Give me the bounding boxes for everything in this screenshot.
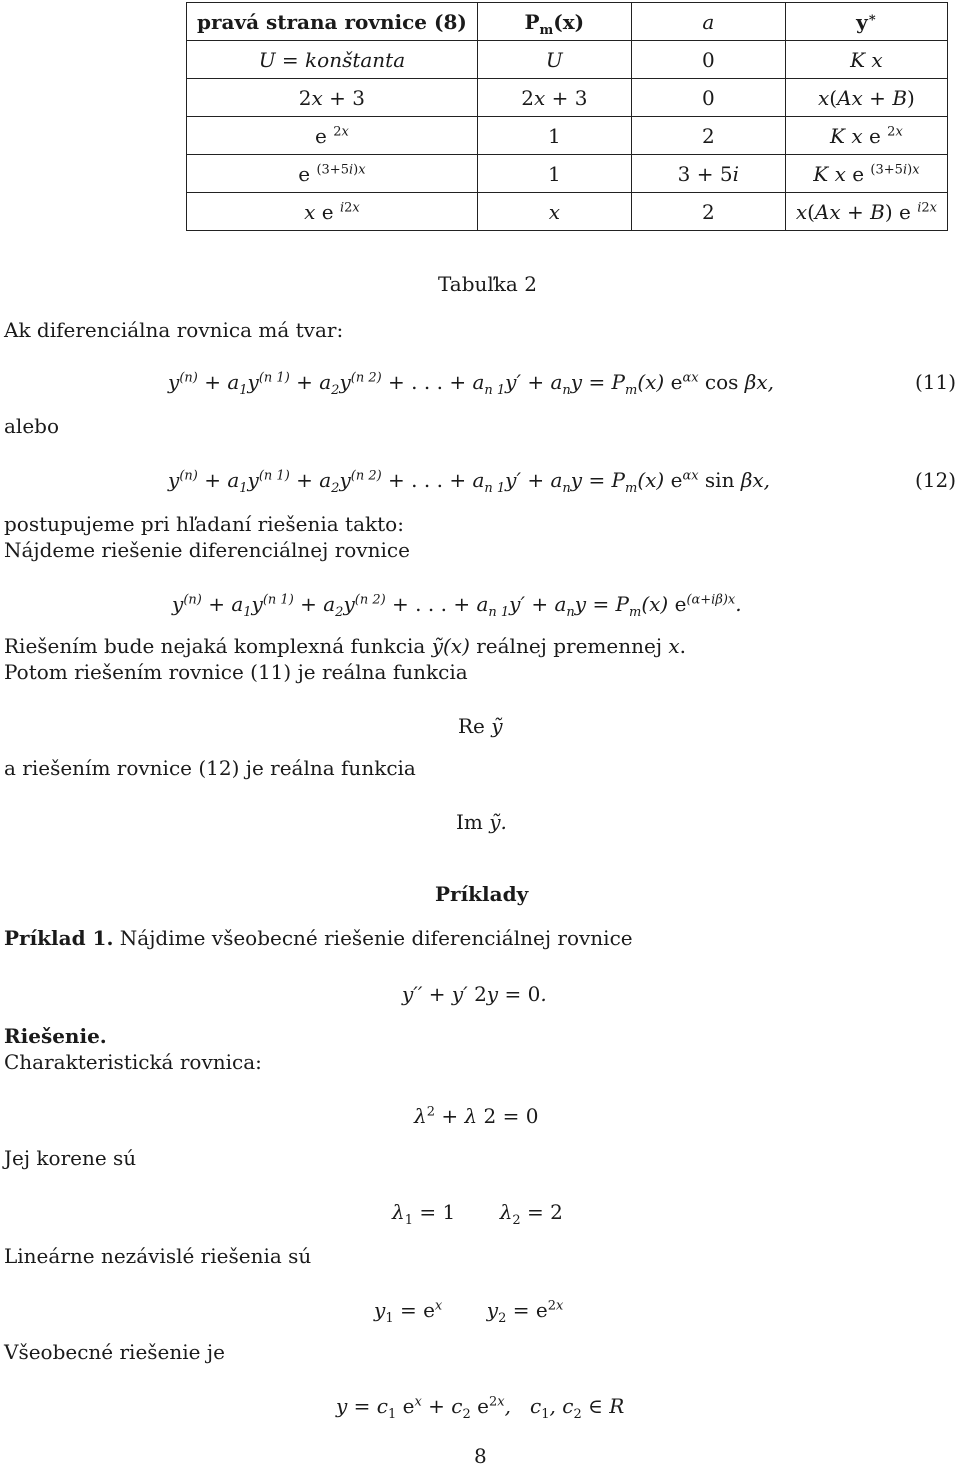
table-cell: e $^{(3+5i)x}$ xyxy=(187,155,478,193)
table-caption: Tabuľka 2 xyxy=(438,272,537,296)
equation-11: $y^{(n)} + a_1y^{(n 1)} + a_2y^{(n 2)}$ + . . . + $a_{n 1}y' + a_ny = P_m(x)$ $e^{\alpha x}$ cos βx, xyxy=(168,370,774,398)
characteristic-text: Charakteristická rovnica: xyxy=(4,1050,262,1074)
table-cell: 0 xyxy=(631,79,785,117)
table-cell: 1 xyxy=(477,155,631,193)
independent-solutions: $y_1 = e^x$ $y_2 = e^{2x}$ xyxy=(374,1298,564,1326)
riesenim-line: Riešením bude nejaká komplexná funkcia ỹ(x) reálnej premennej x. xyxy=(4,634,687,658)
table-header: $P_m(x)$ xyxy=(477,3,631,41)
table-row xyxy=(187,193,948,231)
characteristic-equation: $\lambda^2 + \lambda$ 2 = 0 xyxy=(414,1104,539,1128)
page-number: 8 xyxy=(474,1444,487,1468)
general-solution-text: Všeobecné riešenie je xyxy=(4,1340,225,1364)
table-cell: x xyxy=(477,193,631,231)
x-symbol: x xyxy=(668,634,680,658)
riesenim-text: Riešením bude nejaká komplexná funkcia xyxy=(4,634,426,658)
general-solution: $y = c_1$ $e^x + c_2$ $e^{2x}$, $c_1$, $c_2$ ∈ R xyxy=(336,1394,625,1422)
table-row xyxy=(187,41,948,79)
table-cell: K x e $^{(3+5i)x}$ xyxy=(785,155,947,193)
table-cell: x e $^{i2x}$ xyxy=(187,193,478,231)
equation-12-number: (12) xyxy=(914,468,956,492)
table-cell: K x e $^{2x}$ xyxy=(785,117,947,155)
examples-heading: Príklady xyxy=(435,882,529,906)
linear-independent-text: Lineárne nezávislé riešenia sú xyxy=(4,1244,312,1268)
table-cell: e $^{2x}$ xyxy=(187,117,478,155)
table-cell: x(Ax + B) xyxy=(785,79,947,117)
table-cell: 0 xyxy=(631,41,785,79)
potom-text: Potom riešením rovnice (11) je reálna funkcia xyxy=(4,660,468,684)
solution-form-table xyxy=(186,2,948,231)
equation-12: $y^{(n)} + a_1y^{(n 1)} + a_2y^{(n 2)}$ + . . . + $a_{n 1}y' + a_ny = P_m(x)$ $e^{\alpha x}$ sin βx, xyxy=(168,468,771,496)
intro-text: Ak diferenciálna rovnica má tvar: xyxy=(4,318,344,342)
table-header-row xyxy=(187,3,948,41)
realnej-text: reálnej premennej xyxy=(476,634,663,658)
table-header: y∗ xyxy=(785,3,947,41)
najdeme-text: Nájdeme riešenie diferenciálnej rovnice xyxy=(4,538,410,562)
table-cell: 3 + 5i xyxy=(631,155,785,193)
table-cell: 2 xyxy=(631,117,785,155)
example-1-line xyxy=(4,926,633,950)
im-tilde-y: Im ỹ. xyxy=(456,810,507,834)
solution-label: Riešenie. xyxy=(4,1024,107,1048)
table-header: pravá strana rovnice (8) xyxy=(187,3,478,41)
roots-text: Jej korene sú xyxy=(4,1146,137,1170)
example-equation: y′′ + y′ 2y = 0. xyxy=(402,982,547,1006)
table-cell: x(Ax + B) e $^{i2x}$ xyxy=(785,193,947,231)
table-cell: 2 xyxy=(631,193,785,231)
table-row xyxy=(187,117,948,155)
equation-11-number: (11) xyxy=(914,370,956,394)
example-1-label: Príklad 1. xyxy=(4,926,114,950)
table-cell: U = konštanta xyxy=(187,41,478,79)
re-tilde-y: Re ỹ xyxy=(458,714,503,738)
example-1-text: Nájdime všeobecné riešenie diferenciálnej rovnice xyxy=(119,926,633,950)
table-row xyxy=(187,155,948,193)
table-cell: K x xyxy=(785,41,947,79)
alebo-text: alebo xyxy=(4,414,59,438)
roots-equation: $\lambda_1 = 1$ $\lambda_2 = 2$ xyxy=(392,1200,563,1228)
a-riesenim-text: a riešením rovnice (12) je reálna funkcia xyxy=(4,756,416,780)
table-row xyxy=(187,79,948,117)
table-header: a xyxy=(631,3,785,41)
table-cell: U xyxy=(477,41,631,79)
complex-equation: $y^{(n)} + a_1y^{(n 1)} + a_2y^{(n 2)}$ + . . . + $a_{n 1}y' + a_ny = P_m(x)$ $e^{(\alpha+i\beta)x}$. xyxy=(172,592,742,620)
tilde-y-symbol: ỹ(x) xyxy=(431,634,470,658)
postup-text: postupujeme pri hľadaní riešenia takto: xyxy=(4,512,404,536)
table-cell: 2x + 3 xyxy=(477,79,631,117)
table-cell: 2x + 3 xyxy=(187,79,478,117)
table-cell: 1 xyxy=(477,117,631,155)
